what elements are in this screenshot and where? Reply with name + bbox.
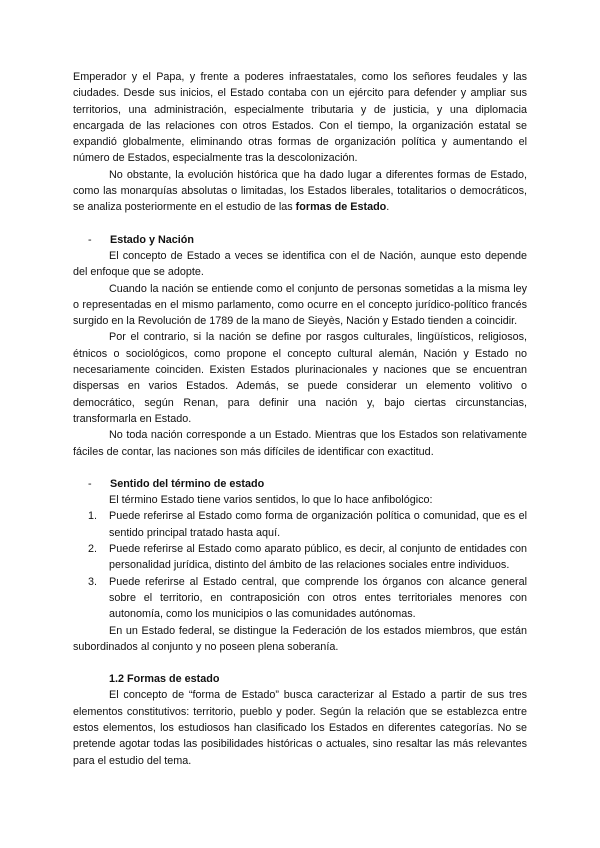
spacer — [73, 216, 527, 232]
list-number: 3. — [88, 575, 98, 588]
list-item — [73, 508, 527, 541]
intro-paragraph-1: Emperador y el Papa, y frente a poderes infraestatales, como los señores feudales y las ciudades. Desde sus inicios, el Estado contaba con un ejército para defender y ampliar sus territorios, una administración, especialmente tributaria y de justicia, y una diplomacia encargada de las relaciones con otros Estados. Con el tiempo, la organización estatal se expandió globalmente, eliminando otras formas de organización política y aumentando el número de Estados, especialmente tras la descolonización. — [73, 71, 527, 165]
section-title: Sentido del término de estado — [110, 477, 265, 490]
spacer — [73, 655, 527, 671]
sentido-intro: El término Estado tiene varios sentidos, lo que lo hace anfibológico: — [109, 494, 433, 507]
section-heading-sentido — [73, 476, 527, 492]
formas-paragraph-1: El concepto de “forma de Estado” busca caracterizar al Estado a partir de sus tres elementos constitutivos: territorio, pueblo y poder. Según la relación que se establezca entre estos elementos, los estudiosos han clasificado los Estados en diferentes categorías. No se pretende agotar todas las posibilidades históricas o actuales, sino resaltar las más relevantes para el estudio del tema. — [73, 689, 527, 767]
bullet-dash: - — [88, 233, 92, 246]
list-number: 1. — [88, 510, 98, 523]
bullet-dash: - — [88, 477, 92, 490]
intro-paragraph-2 — [73, 167, 527, 216]
list-item — [73, 541, 527, 574]
nacion-paragraph-2: Cuando la nación se entiende como el conjunto de personas sometidas a la misma ley o representadas en el mismo parlamento, como ocurre en el concepto jurídico-político francés surgido en la Revolución de 1789 de la mano de Sieyès, Nación y Estado tienden a coincidir. — [73, 282, 527, 328]
nacion-paragraph-3: Por el contrario, si la nación se define por rasgos culturales, lingüísticos, religiosos, étnicos o sociológicos, como propone el concepto cultural alemán, Nación y Estado no necesariamente coinciden. Existen Estados plurinacionales y naciones que se encuentran dispersas en varios Estados. Además, se puede considerar un elemento volitivo o democrático, según Renan, para definir una nación y, bajo ciertas circunstancias, transformarla en Estado. — [73, 331, 527, 425]
section-heading-estado-nacion — [73, 232, 527, 248]
list-text: Puede referirse al Estado como forma de organización política o comunidad, que es el sentido principal tratado hasta aquí. — [109, 510, 527, 539]
intro-paragraph-2-text: No obstante, la evolución histórica que ha dado lugar a diferentes formas de Estado, como las monarquías absolutas o limitadas, los Estados liberales, totalitarios o democráticos, se analiza posteriormente en el estudio de las — [73, 168, 527, 214]
nacion-paragraph-1: El concepto de Estado a veces se identifica con el de Nación, aunque esto depende del enfoque que se adopte. — [73, 249, 527, 279]
sentido-closing: En un Estado federal, se distingue la Federación de los estados miembros, que están subordinados al conjunto y no poseen plena soberanía. — [73, 624, 527, 653]
list-text: Puede referirse al Estado como aparato público, es decir, al conjunto de entidades con personalidad jurídica, distinto del ámbito de las relaciones sociales entre individuos. — [109, 543, 527, 572]
section-title: Estado y Nación — [110, 233, 194, 246]
list-item — [73, 574, 527, 623]
sentido-list — [73, 508, 527, 622]
nacion-paragraph-4: No toda nación corresponde a un Estado. Mientras que los Estados son relativamente fáciles de contar, las naciones son más difíciles de identificar con exactitud. — [73, 429, 527, 458]
spacer — [73, 460, 527, 476]
section-heading-formas: 1.2 Formas de estado — [109, 673, 220, 686]
formas-de-estado-emphasis: formas de Estado — [295, 201, 387, 214]
list-number: 2. — [88, 543, 98, 556]
intro-paragraph-2-end: . — [386, 201, 390, 214]
list-text: Puede referirse al Estado central, que comprende los órganos con alcance general sobre el territorio, en contraposición con otros entes territoriales menores con autonomía, como los municipios o las comunidades autónomas. — [109, 575, 527, 621]
